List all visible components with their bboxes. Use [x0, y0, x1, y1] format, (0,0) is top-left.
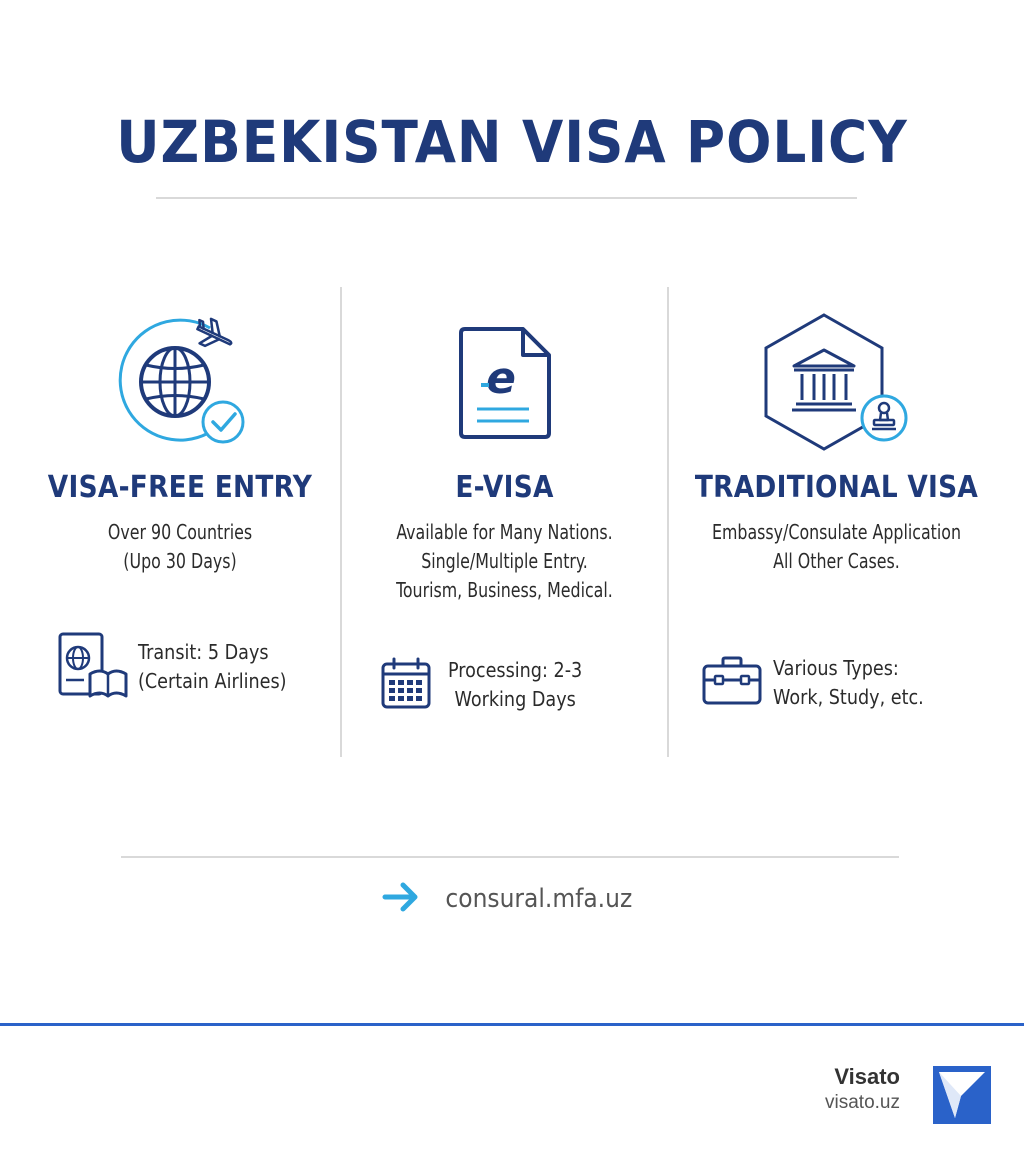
briefcase-icon — [701, 656, 763, 710]
description-line: Over 90 Countries — [107, 520, 253, 544]
types-line: Work, Study, etc. — [773, 685, 924, 709]
globe-plane-check-icon — [115, 310, 245, 454]
arrow-right-icon — [381, 880, 421, 918]
page-title: UZBEKISTAN VISA POLICY — [116, 108, 908, 176]
processing-line: Processing: 2-3 — [448, 658, 583, 682]
calendar-icon — [380, 656, 432, 714]
processing-line: Working Days — [454, 687, 576, 711]
traditional-visa-column — [669, 0, 1004, 780]
transit-line: (Certain Airlines) — [138, 669, 287, 693]
processing-feature — [380, 656, 601, 714]
traditional-visa-description — [669, 518, 1004, 576]
visato-logo-icon — [933, 1066, 991, 1128]
visa-free-description — [20, 518, 340, 576]
transit-feature — [56, 630, 307, 704]
traditional-visa-heading: TRADITIONAL VISA — [694, 470, 979, 505]
e-document-icon — [457, 325, 553, 445]
consular-link-text[interactable]: consural.mfa.uz — [445, 884, 633, 914]
consular-link[interactable] — [0, 880, 1024, 918]
brand-block — [825, 1064, 900, 1114]
description-line: (Upo 30 Days) — [123, 549, 237, 573]
e-visa-column — [342, 0, 667, 780]
brand-url[interactable]: visato.uz — [825, 1092, 900, 1113]
visa-free-column — [20, 0, 340, 780]
description-line: Tourism, Business, Medical. — [396, 578, 613, 602]
description-line: Single/Multiple Entry. — [421, 549, 588, 573]
types-line: Various Types: — [773, 656, 899, 680]
visa-free-heading: VISA-FREE ENTRY — [47, 470, 313, 505]
passport-book-icon — [56, 630, 128, 704]
description-line: All Other Cases. — [773, 549, 900, 573]
description-line: Embassy/Consulate Application — [711, 520, 962, 544]
svg-text:e: e — [485, 353, 516, 404]
brand-name: Visato — [834, 1064, 900, 1089]
e-visa-heading: E-VISA — [455, 470, 554, 505]
bottom-divider — [121, 856, 899, 858]
description-line: Available for Many Nations. — [396, 520, 613, 544]
transit-line: Transit: 5 Days — [138, 640, 269, 664]
footer-divider — [0, 1023, 1024, 1026]
embassy-building-stamp-icon — [762, 312, 912, 456]
e-visa-description — [342, 518, 667, 605]
types-feature — [701, 654, 944, 712]
